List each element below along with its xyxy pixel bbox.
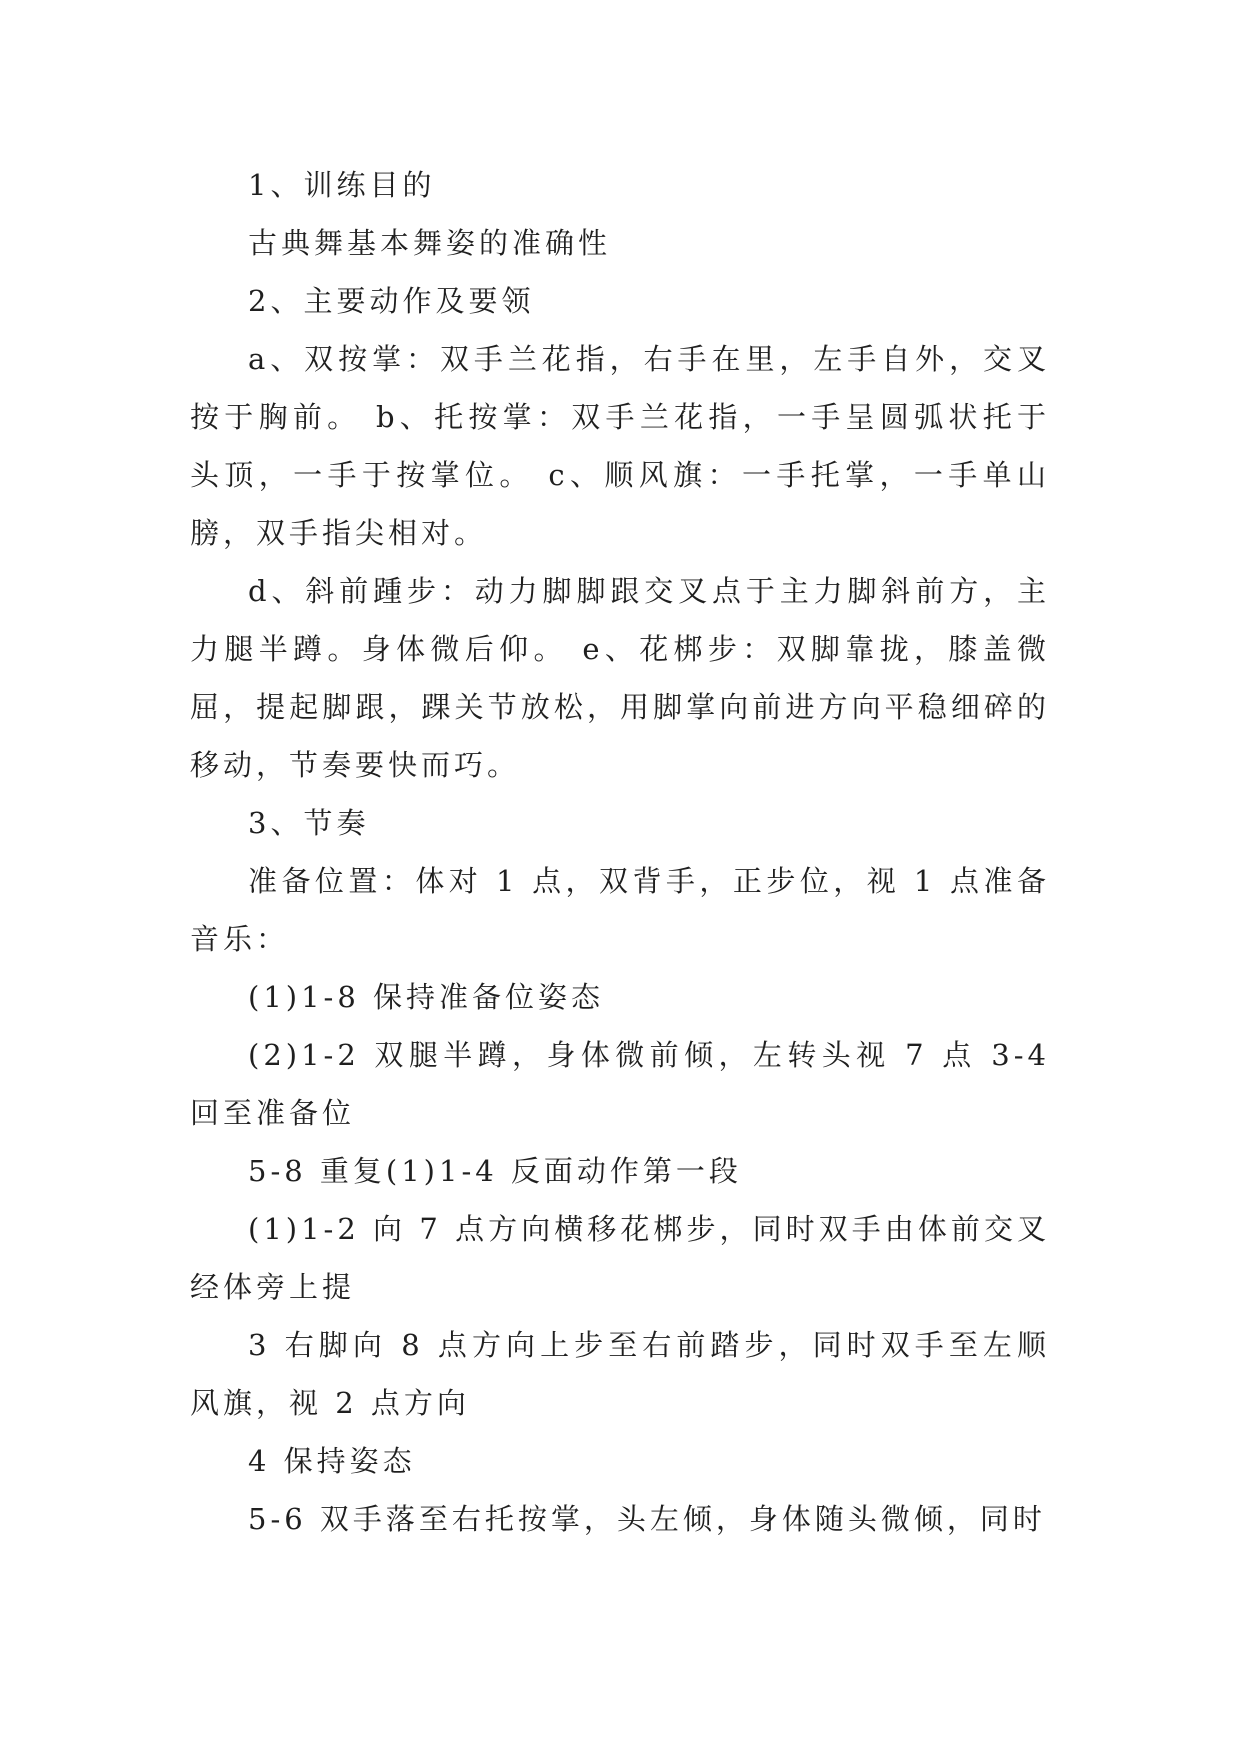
paragraph-step-6: 4 保持姿态 [248,1444,416,1478]
paragraph-movements-a-b-c: a、双按掌：双手兰花指，右手在里，左手自外，交叉按于胸前。 b、托按掌：双手兰花指，一手呈圆弧状托于头顶，一手于按掌位。 c、顺风旗：一手托掌，一手单山膀，双手指尖相对。 [190,342,1050,550]
paragraph-training-purpose-heading: 1、训练目的 [248,168,436,202]
paragraph-step-4: (1)1-2 向 7 点方向横移花梆步，同时双手由体前交叉经体旁上提 [190,1212,1050,1304]
document-body [190,156,1050,1548]
paragraph-step-5: 3 右脚向 8 点方向上步至右前踏步，同时双手至左顺风旗，视 2 点方向 [190,1328,1050,1420]
paragraph-ready-position: 准备位置：体对 1 点，双背手，正步位，视 1 点准备音乐： [190,864,1050,956]
paragraph-rhythm-heading: 3、节奏 [248,806,370,840]
paragraph-step-1: (1)1-8 保持准备位姿态 [248,980,604,1014]
paragraph-step-3: 5-8 重复(1)1-4 反面动作第一段 [248,1154,742,1188]
paragraph-movements-d-e: d、斜前踵步：动力脚脚跟交叉点于主力脚斜前方，主力腿半蹲。身体微后仰。 e、花梆步：双脚靠拢，膝盖微屈，提起脚跟，踝关节放松，用脚掌向前进方向平稳细碎的移动，节奏要快而巧。 [190,574,1050,782]
paragraph-main-movements-heading: 2、主要动作及要领 [248,284,535,318]
paragraph-training-purpose: 古典舞基本舞姿的准确性 [248,226,612,260]
paragraph-step-2: (2)1-2 双腿半蹲，身体微前倾，左转头视 7 点 3-4 回至准备位 [190,1038,1050,1130]
paragraph-step-7: 5-6 双手落至右托按掌，头左倾，身体随头微倾，同时 [248,1502,1046,1536]
